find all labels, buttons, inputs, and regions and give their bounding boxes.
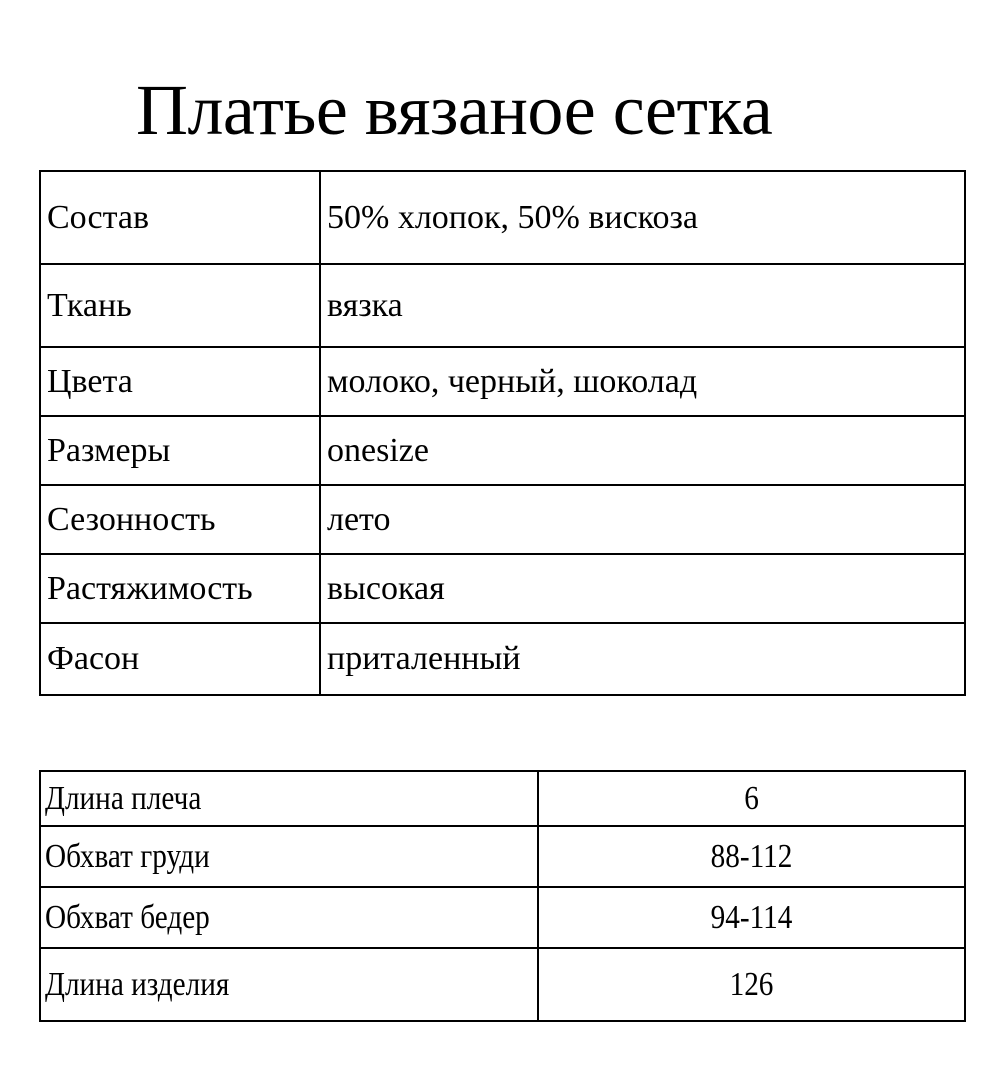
measurement-value-text: 94-114 (710, 898, 793, 936)
spec-table (39, 170, 966, 696)
spec-label: Фасон (40, 623, 320, 695)
spec-label: Растяжимость (40, 554, 320, 623)
table-row (40, 416, 965, 485)
measurement-value (538, 826, 965, 887)
page-title: Платье вязаное сетка (136, 70, 773, 150)
measurement-value (538, 948, 965, 1021)
table-row (40, 948, 965, 1021)
spec-value: лето (320, 485, 965, 554)
measurement-value-text: 126 (729, 965, 774, 1003)
measurement-label (40, 948, 538, 1021)
measurement-value (538, 771, 965, 826)
measurement-label (40, 887, 538, 948)
measurement-label-text: Длина плеча (45, 779, 202, 817)
measurement-label (40, 771, 538, 826)
table-row (40, 887, 965, 948)
table-row (40, 264, 965, 347)
spec-value: onesize (320, 416, 965, 485)
spec-value: приталенный (320, 623, 965, 695)
spec-label: Ткань (40, 264, 320, 347)
measurement-value (538, 887, 965, 948)
measurement-value-text: 6 (744, 779, 759, 817)
table-row (40, 347, 965, 416)
spec-label: Размеры (40, 416, 320, 485)
spec-label: Цвета (40, 347, 320, 416)
table-row (40, 826, 965, 887)
measurements-table (39, 770, 966, 1022)
table-row (40, 623, 965, 695)
table-row (40, 485, 965, 554)
spec-value: 50% хлопок, 50% вискоза (320, 171, 965, 264)
measurement-label (40, 826, 538, 887)
table-row (40, 771, 965, 826)
spec-value: вязка (320, 264, 965, 347)
spec-label: Состав (40, 171, 320, 264)
spec-label: Сезонность (40, 485, 320, 554)
measurement-label-text: Длина изделия (45, 965, 230, 1003)
spec-value: молоко, черный, шоколад (320, 347, 965, 416)
measurement-value-text: 88-112 (710, 837, 793, 875)
spec-value: высокая (320, 554, 965, 623)
measurement-label-text: Обхват бедер (45, 898, 210, 936)
table-row (40, 171, 965, 264)
table-row (40, 554, 965, 623)
measurement-label-text: Обхват груди (45, 837, 210, 875)
